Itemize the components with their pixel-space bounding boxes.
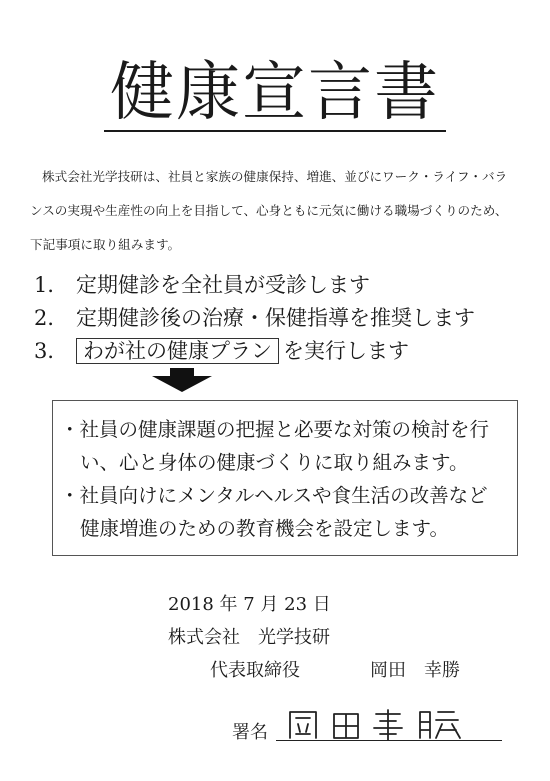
intro-line: 株式会社光学技研は、社員と家族の健康保持、増進、並びにワーク・ライフ・バラ xyxy=(42,169,508,184)
plan-line: ・社員向けにメンタルヘルスや食生活の改善など xyxy=(60,484,488,507)
plan-line: 健康増進のための教育機会を設定します。 xyxy=(80,517,449,540)
item-number: 2． xyxy=(34,306,69,330)
declaration-date: 2018 年 7 月 23 日 xyxy=(168,594,331,615)
representative-name: 岡田 幸勝 xyxy=(370,660,460,681)
health-plan-label: わが社の健康プラン xyxy=(76,338,279,364)
plan-line: い、心と身体の健康づくりに取り組みます。 xyxy=(80,451,469,474)
item-text: を実行します xyxy=(283,339,409,363)
item-text: 定期健診後の治療・保健指導を推奨します xyxy=(76,306,475,330)
intro-line: 下記事項に取り組みます。 xyxy=(30,237,181,252)
handwritten-signature xyxy=(276,704,502,744)
signature-label: 署名 xyxy=(232,722,268,743)
commitment-item-1 xyxy=(34,270,370,300)
item-text: 定期健診を全社員が受診します xyxy=(76,273,370,297)
title-text: 健康宣言書 xyxy=(104,58,446,132)
company-name: 株式会社 光学技研 xyxy=(168,627,330,648)
commitment-item-2 xyxy=(34,303,475,333)
representative-title: 代表取締役 xyxy=(210,660,300,681)
item-number: 1． xyxy=(34,273,69,297)
item-number: 3． xyxy=(34,339,69,363)
down-arrow-icon xyxy=(152,368,212,392)
plan-line: ・社員の健康課題の把握と必要な対策の検討を行 xyxy=(60,418,490,441)
document-title xyxy=(0,58,550,132)
intro-line: ンスの実現や生産性の向上を目指して、心身ともに元気に働ける職場づくりのため、 xyxy=(30,203,508,218)
intro-paragraph xyxy=(30,160,530,262)
commitment-item-3 xyxy=(34,336,409,366)
